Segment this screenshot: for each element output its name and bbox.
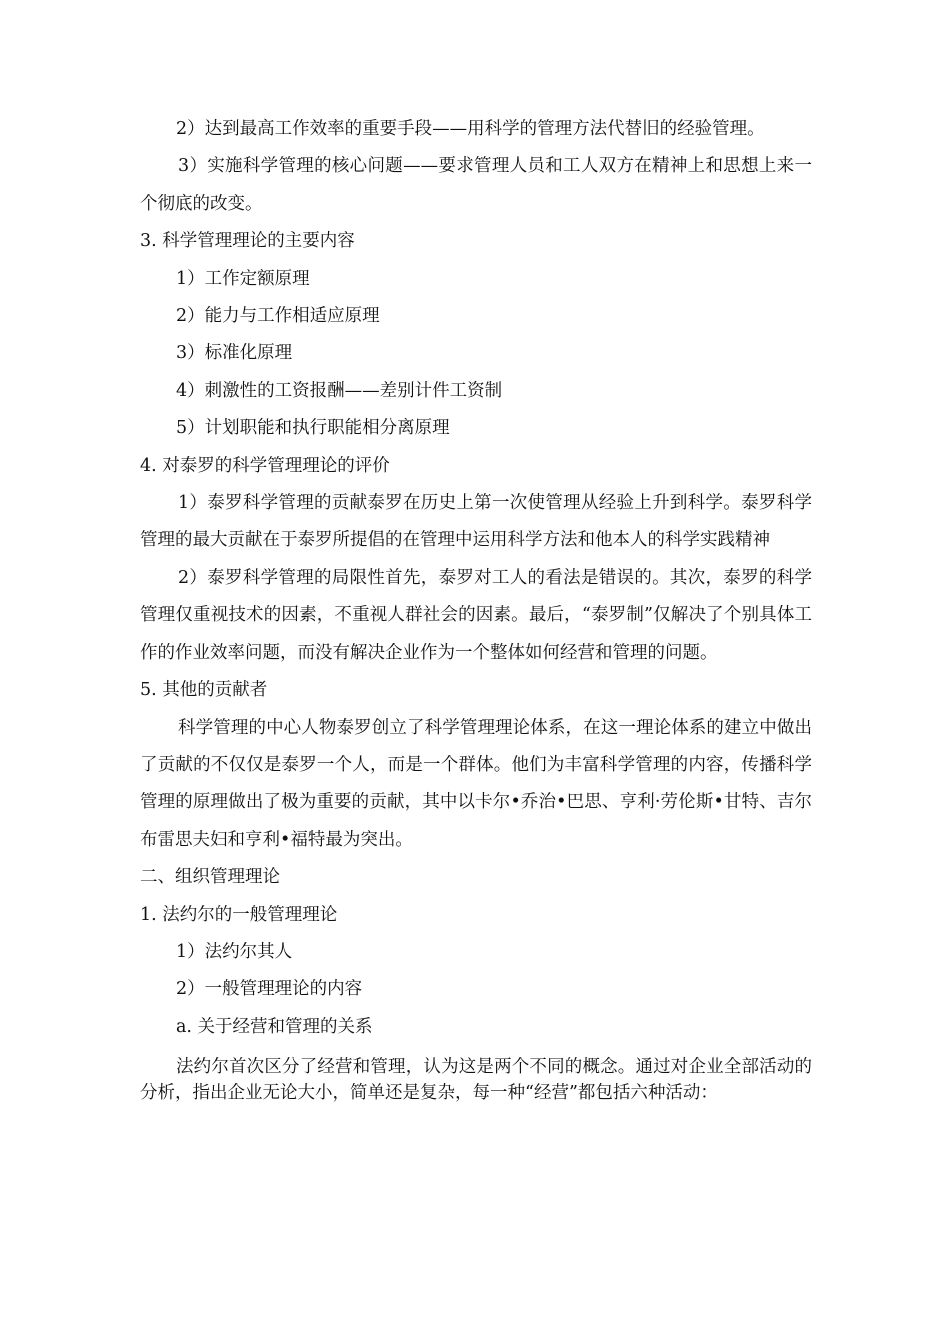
list-item-fayol-1: 1）法约尔其人 <box>176 941 293 962</box>
list-item-5: 5）计划职能和执行职能相分离原理 <box>176 418 450 439</box>
list-item-4: 4）刺激性的工资报酬——差别计件工资制 <box>176 380 503 401</box>
list-item-fayol-2: 2）一般管理理论的内容 <box>176 979 363 1000</box>
chapter-heading-2: 二、组织管理理论 <box>140 867 280 888</box>
list-item-1: 1）工作定额原理 <box>176 268 310 289</box>
list-item-2: 2）能力与工作相适应原理 <box>176 306 380 327</box>
document-body <box>140 111 812 1106</box>
section-heading-fayol: 1. 法约尔的一般管理理论 <box>140 904 338 925</box>
paragraph-sub-2: 2）达到最高工作效率的重要手段——用科学的管理方法代替旧的经验管理。 <box>176 119 765 139</box>
list-item-a: a. 关于经营和管理的关系 <box>176 1016 373 1037</box>
paragraph-limitation: 2）泰罗科学管理的局限性首先，泰罗对工人的看法是错误的。其次，泰罗的科学管理仅重视技术的因素，不重视人群社会的因素。最后，“泰罗制”仅解决了个别具体工作的作业效率问题，而没有解决企业作为一个整体如何经营和管理的问题。 <box>140 567 812 663</box>
section-heading-4: 4. 对泰罗的科学管理理论的评价 <box>140 455 390 476</box>
list-item-3: 3）标准化原理 <box>176 343 293 364</box>
paragraph-contributors: 科学管理的中心人物泰罗创立了科学管理理论体系，在这一理论体系的建立中做出了贡献的不仅仅是泰罗一个人，而是一个群体。他们为丰富科学管理的内容，传播科学管理的原理做出了极为重要的贡献，其中以卡尔•乔治•巴思、亨利·劳伦斯•甘特、吉尔布雷思夫妇和亨利•福特最为突出。 <box>140 717 812 850</box>
paragraph-sub-3: 3）实施科学管理的核心问题——要求管理人员和工人双方在精神上和思想上来一个彻底的改变。 <box>140 156 812 214</box>
paragraph-contribution: 1）泰罗科学管理的贡献泰罗在历史上第一次使管理从经验上升到科学。泰罗科学管理的最大贡献在于泰罗所提倡的在管理中运用科学方法和他本人的科学实践精神 <box>140 493 812 551</box>
section-heading-3: 3. 科学管理理论的主要内容 <box>140 231 355 252</box>
section-heading-5: 5. 其他的贡献者 <box>140 680 268 701</box>
paragraph-fayol-activities: 法约尔首次区分了经营和管理，认为这是两个不同的概念。通过对企业全部活动的分析，指出企业无论大小，简单还是复杂，每一种“经营”都包括六种活动： <box>140 1057 812 1104</box>
